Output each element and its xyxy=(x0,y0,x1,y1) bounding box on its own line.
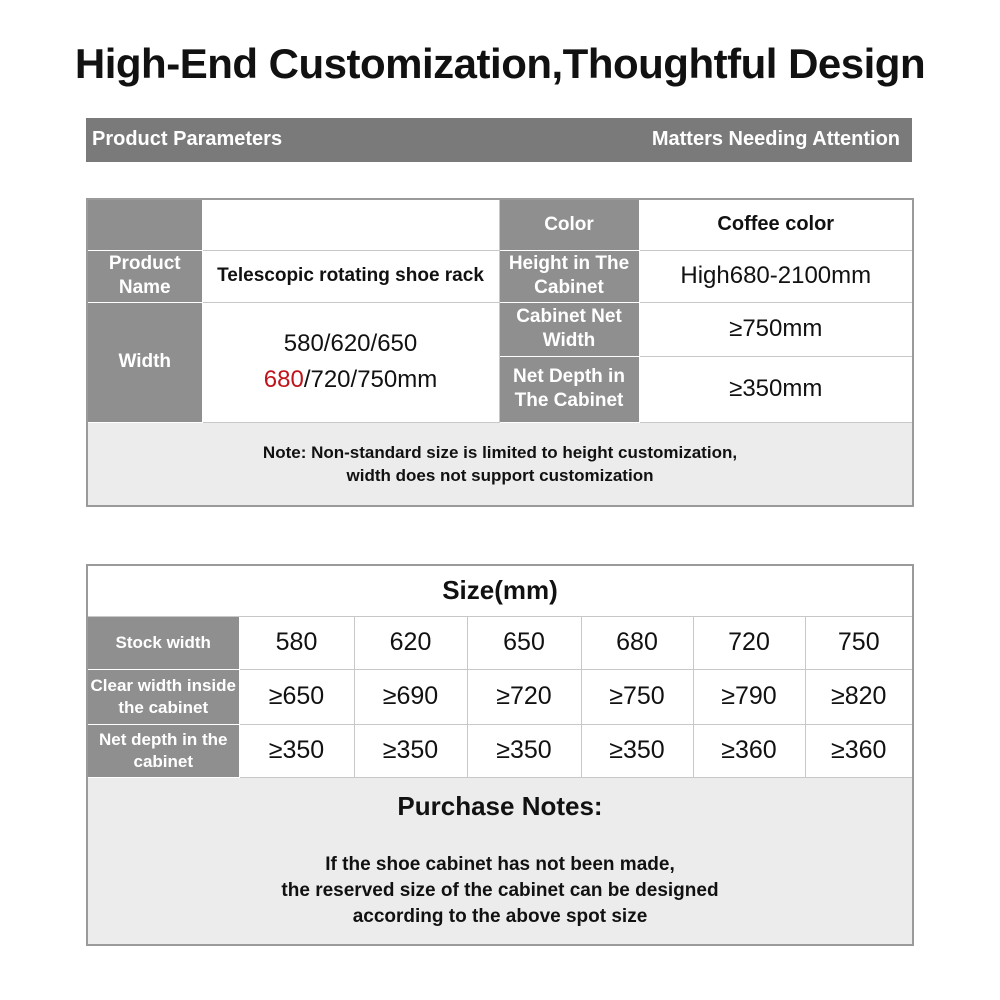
width-line-2-rest: /720/750mm xyxy=(303,366,438,393)
color-value: Coffee color xyxy=(639,199,913,250)
net-width-value: ≥750mm xyxy=(639,302,913,356)
size-table xyxy=(86,564,914,946)
page-title: High-End Customization,Thoughtful Design xyxy=(74,40,926,87)
table-cell: ≥820 xyxy=(805,669,913,724)
blank-value-cell xyxy=(202,199,499,250)
blank-header-cell xyxy=(87,199,202,250)
purchase-notes-line-1: If the shoe cabinet has not been made, xyxy=(325,854,675,876)
width-label: Width xyxy=(87,302,202,422)
banner-matters-needing-attention: Matters Needing Attention xyxy=(651,128,900,150)
purchase-notes xyxy=(87,777,913,945)
row-label: Stock width xyxy=(87,616,239,669)
row-label: Net depth in the cabinet xyxy=(87,724,239,777)
width-line-1: 580/620/650 xyxy=(283,330,418,357)
width-value xyxy=(202,302,499,422)
width-highlight: 680 xyxy=(263,366,304,393)
table-cell: ≥350 xyxy=(467,724,581,777)
table-cell: 750 xyxy=(805,616,913,669)
product-parameters-table xyxy=(86,198,914,507)
table-cell: ≥720 xyxy=(467,669,581,724)
table-cell: ≥350 xyxy=(354,724,467,777)
table-row xyxy=(87,669,913,724)
table-cell: 720 xyxy=(693,616,805,669)
table-cell: ≥350 xyxy=(239,724,354,777)
purchase-notes-line-3: according to the above spot size xyxy=(352,906,648,928)
product-name-label: Product Name xyxy=(87,250,202,302)
table-row xyxy=(87,724,913,777)
net-width-label: Cabinet Net Width xyxy=(499,302,639,356)
purchase-notes-title: Purchase Notes: xyxy=(397,791,603,822)
size-table-title: Size(mm) xyxy=(87,565,913,616)
table-cell: ≥360 xyxy=(805,724,913,777)
table-cell: 620 xyxy=(354,616,467,669)
height-value: High680-2100mm xyxy=(639,250,913,302)
height-label: Height in The Cabinet xyxy=(499,250,639,302)
table-cell: ≥650 xyxy=(239,669,354,724)
section-banner xyxy=(86,118,912,162)
table-cell: ≥790 xyxy=(693,669,805,724)
table-cell: ≥690 xyxy=(354,669,467,724)
banner-product-parameters: Product Parameters xyxy=(92,128,283,150)
net-depth-value: ≥350mm xyxy=(639,356,913,422)
color-label: Color xyxy=(499,199,639,250)
width-line-2 xyxy=(203,362,499,398)
table-cell: ≥360 xyxy=(693,724,805,777)
table-cell: 680 xyxy=(581,616,693,669)
table-cell: 580 xyxy=(239,616,354,669)
table-cell: 650 xyxy=(467,616,581,669)
product-name-value: Telescopic rotating shoe rack xyxy=(202,250,499,302)
purchase-notes-line-2: the reserved size of the cabinet can be designed xyxy=(281,880,719,902)
row-label: Clear width inside the cabinet xyxy=(87,669,239,724)
table-cell: ≥750 xyxy=(581,669,693,724)
net-depth-label: Net Depth in The Cabinet xyxy=(499,356,639,422)
table-cell: ≥350 xyxy=(581,724,693,777)
customization-note xyxy=(87,422,913,506)
table-row xyxy=(87,616,913,669)
note-line-1: Note: Non-standard size is limited to height customization, xyxy=(262,442,738,462)
note-line-2: width does not support customization xyxy=(346,465,654,485)
